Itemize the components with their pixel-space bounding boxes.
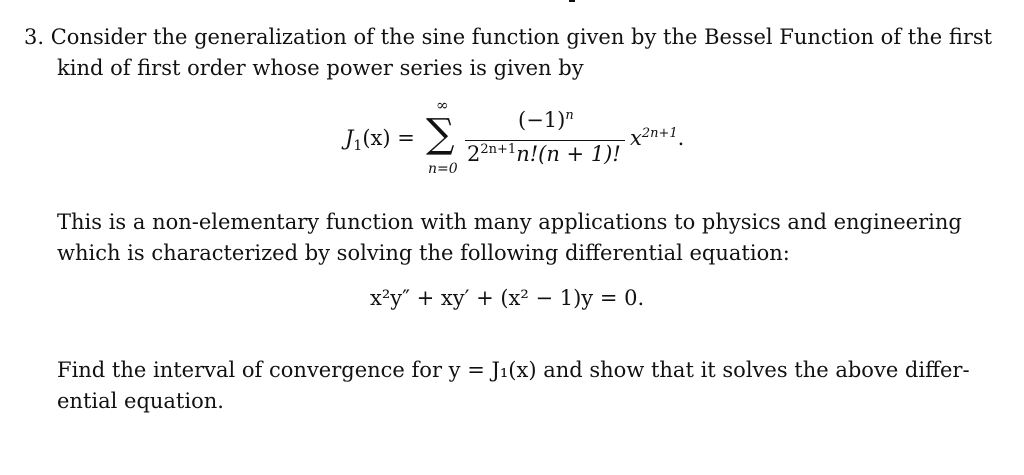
numerator-text: (−1) (518, 108, 566, 132)
middle-line-1: This is a non-elementary function with many applications to physics and engineering (57, 210, 962, 234)
final-line-2: ential equation. (57, 389, 224, 413)
numerator-sup: n (565, 108, 574, 123)
sum-lower-limit: n=0 (428, 161, 458, 177)
denominator-rest: n!(n + 1)! (516, 142, 621, 166)
tail-var: x (630, 126, 642, 150)
middle-line-2: which is characterized by solving the following differential equation: (57, 241, 790, 265)
denominator-sup: 2n+1 (480, 142, 517, 157)
fraction-denominator (467, 142, 621, 166)
summation-sign: ∑ (426, 111, 455, 157)
lhs-func: J (345, 126, 354, 150)
top-mark (569, 0, 575, 2)
intro-line-1 (24, 22, 992, 53)
task-paragraph (57, 355, 970, 417)
bessel-differential-equation: x²y″ + xy′ + (x² − 1)y = 0. (370, 286, 645, 310)
fraction-numerator (518, 108, 574, 132)
power-term (630, 126, 684, 150)
problem-intro (24, 22, 992, 84)
equation-lhs (345, 126, 415, 154)
denominator-base: 2 (467, 142, 481, 166)
final-line-1: Find the interval of convergence for y = J₁(x) and show that it solves the above differ- (57, 358, 970, 382)
tail-end: . (677, 126, 685, 150)
sum-upper-limit: ∞ (436, 96, 449, 114)
bessel-series-equation (345, 96, 725, 184)
intro-line-2: kind of first order whose power series is given by (57, 56, 584, 80)
lhs-sub: 1 (353, 138, 363, 154)
lhs-arg: (x) = (362, 126, 415, 150)
tail-sup: 2n+1 (641, 126, 678, 141)
problem-number: 3. (24, 25, 45, 49)
intro-text-1: Consider the generalization of the sine function given by the Bessel Function of the first (50, 25, 993, 49)
description-paragraph (57, 207, 962, 269)
